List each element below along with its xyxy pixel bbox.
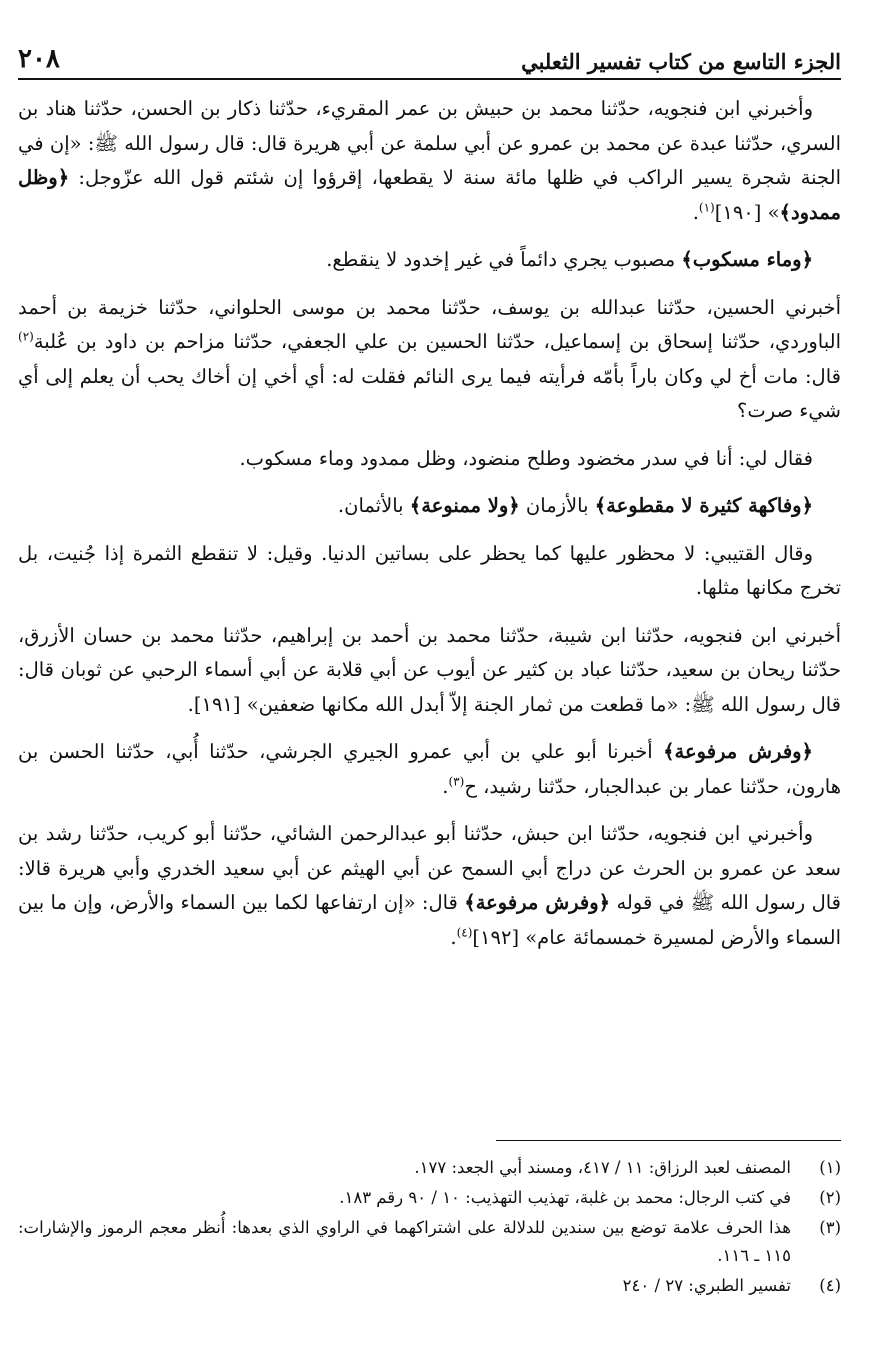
paragraph-9	[18, 817, 841, 955]
paragraph-text: وقال القتيبي: لا محظور عليها كما يحظر على بساتين الدنيا. وقيل: لا تنقطع الثمرة إذا جُنيت، بل تخرج مكانها مثلها.	[18, 541, 841, 599]
quran-quote: ﴿وماء مسكوب﴾	[681, 248, 813, 271]
footnote-text: في كتب الرجال: محمد بن غلبة، تهذيب التهذيب: ١٠ / ٩٠ رقم ١٨٣.	[339, 1188, 791, 1207]
page-number: ٢٠٨	[18, 44, 60, 74]
paragraph-text: وأخبرني ابن فنجويه، حدّثنا ابن حبش، حدّثنا أبو عبدالرحمن الشائي، حدّثنا أبو كريب، حدّثنا رشد بن سعد عن عمرو بن الحرث عن دراج أبي السمح عن أبي الهيثم عن أبي سعيد الخدري وأبي هريرة قالا: قال رسول الله ﷺ في قوله	[18, 822, 841, 914]
quran-quote: ﴿وفرش مرفوعة﴾	[663, 740, 813, 763]
quran-quote: ﴿وفرش مرفوعة﴾	[464, 891, 611, 914]
paragraph-text: أخبرني ابن فنجويه، حدّثنا ابن شيبة، حدّثنا محمد بن أحمد بن إبراهيم، حدّثنا محمد بن حسان الأزرق، حدّثنا ريحان بن سعيد، حدّثنا عباد بن كثير عن أيوب عن أبي قلابة عن أبي أسماء الرحبي عن ثوبان قال: قال رسول الله ﷺ: «ما قطعت من ثمار الجنة إلاّ أبدل الله مكانها ضعفين» [١٩١].	[18, 623, 841, 716]
paragraph-7	[18, 619, 841, 723]
main-text	[18, 92, 841, 968]
footnote-item	[18, 1272, 841, 1300]
footnote-text: تفسير الطبري: ٢٧ / ٢٤٠	[622, 1276, 791, 1295]
footnote-number: (٢)	[819, 1188, 841, 1207]
paragraph-text: بالأثمان.	[337, 494, 410, 517]
paragraph-text: وأخبرني ابن فنجويه، حدّثنا محمد بن حبيش بن عمر المقريء، حدّثنا ذكار بن الحسن، حدّثنا هناد بن السري، حدّثنا عبدة عن محمد بن عمرو عن أبي سلمة عن أبي هريرة قال: قال رسول الله ﷺ: «إن في الجنة شجرة يسير الراكب في ظلها مائة سنة لا يقطعها، إقرؤوا إن شئتم قول الله عزّوجل:	[18, 97, 841, 189]
paragraph-text: بالأزمان	[519, 494, 595, 517]
running-title: الجزء التاسع من كتاب تفسير الثعلبي	[521, 49, 841, 74]
paragraph-text: أخبرنا أبو علي بن أبي عمرو الجيري الجرشي، حدّثنا أُبي، حدّثنا الحسن بن هارون، حدّثنا عمار بن عبدالجبار، حدّثنا رشيد، ح	[18, 740, 841, 798]
paragraph-text: مصبوب يجري دائماً في غير إخدود لا ينقطع.	[326, 248, 682, 271]
paragraph-text: قال: «إن ارتفاعها لكما بين السماء والأرض، وإن ما بين السماء والأرض لمسيرة خمسمائة عام» [١٩٢]	[18, 891, 841, 949]
footnote-ref: (٤)	[456, 925, 473, 939]
footnote-separator	[496, 1140, 841, 1141]
paragraph-2	[18, 243, 841, 278]
paragraph-5	[18, 489, 841, 524]
footnote-item	[18, 1184, 841, 1212]
paragraph-text: .	[442, 774, 449, 798]
footnote-number: (١)	[819, 1158, 841, 1177]
paragraph-text: فقال لي: أنا في سدر مخضود وطلح منضود، وظل ممدود وماء مسكوب.	[239, 446, 813, 470]
footnote-number: (٤)	[819, 1276, 841, 1295]
footnote-text: هذا الحرف علامة توضع بين سندين للدلالة على اشتراكهما في الراوي الذي بعدها: أُنظر معجم الرموز والإشارات: ١١٥ ـ ١١٦.	[18, 1218, 791, 1265]
quran-quote: ﴿ولا ممنوعة﴾	[409, 494, 520, 517]
paragraph-8	[18, 735, 841, 804]
paragraph-text: قال: مات أخ لي وكان باراً بأمّه فرأيته فيما يرى النائم فقلت له: أي أخي إن أخاك يحب أن يعلم إلى أي شيء صرت؟	[18, 364, 841, 422]
footnote-ref: (١)	[698, 200, 715, 214]
footnote-item	[18, 1214, 841, 1270]
page-header	[18, 30, 841, 80]
paragraph-text: أخبرني الحسين، حدّثنا عبدالله بن يوسف، حدّثنا محمد بن موسى الحلواني، حدّثنا خزيمة بن أحمد الباوردي، حدّثنا إسحاق بن إسماعيل، حدّثنا الحسين بن علي الجعفي، حدّثنا مزاحم بن داود بن عُلبة	[18, 295, 841, 353]
footnote-ref: (٣)	[448, 774, 465, 788]
paragraph-1	[18, 92, 841, 230]
quran-quote: ﴿وفاكهة كثيرة لا مقطوعة﴾	[594, 494, 813, 517]
footnotes	[18, 1154, 841, 1302]
quran-quote: ﴿وظل ممدود﴾	[18, 166, 841, 224]
paragraph-4	[18, 442, 841, 477]
paragraph-3	[18, 291, 841, 429]
paragraph-text: .	[450, 925, 457, 949]
paragraph-text: .	[692, 200, 699, 224]
paragraph-text: » [١٩٠]	[714, 200, 780, 224]
footnote-ref: (٢)	[18, 329, 34, 344]
footnote-item	[18, 1154, 841, 1182]
paragraph-6	[18, 537, 841, 606]
footnote-text: المصنف لعبد الرزاق: ١١ / ٤١٧، ومسند أبي الجعد: ١٧٧.	[414, 1158, 791, 1177]
footnote-number: (٣)	[819, 1218, 841, 1237]
